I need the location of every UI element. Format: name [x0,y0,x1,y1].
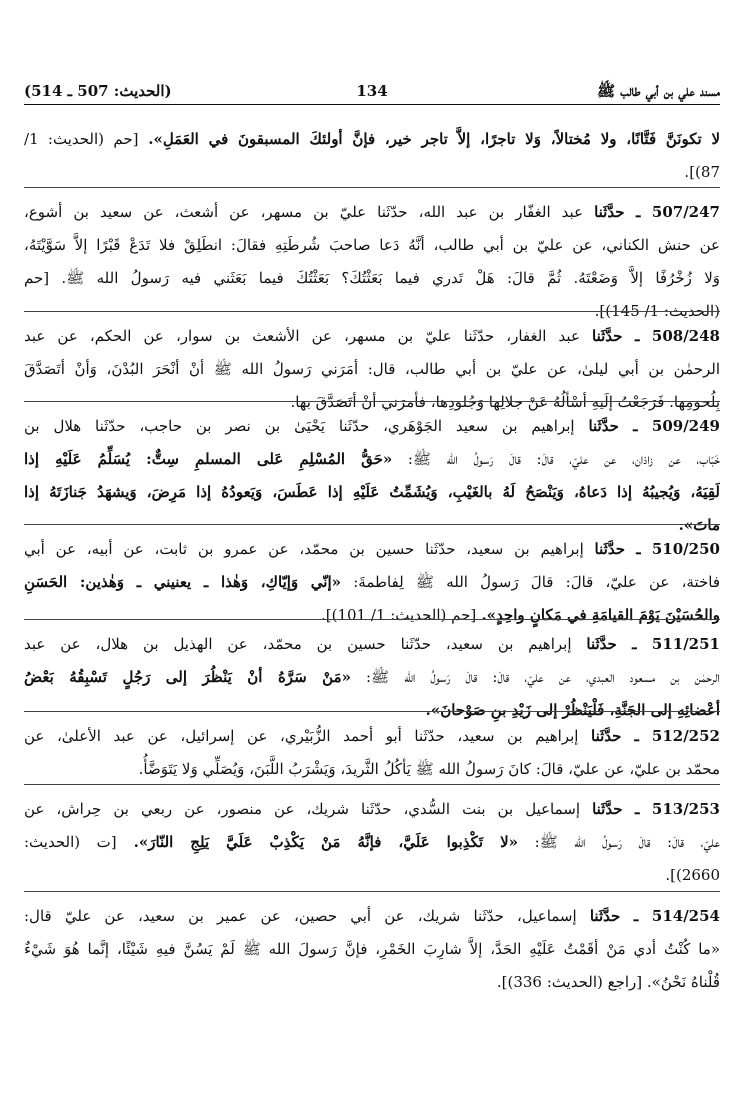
text-run: عبد الغفار، حدّثَنا عليّ بن مسهر، عن الأشعث بن سوار، عن الحكم، عن عبد [24,327,592,345]
entry-separator [24,524,720,525]
entry-separator [24,187,720,188]
entry-separator [24,711,720,712]
text-run: إسماعيل بن بنت السُّدي، حدّثَنا شريك، عن منصور، عن ربعي بن حِراش، عن [24,800,593,818]
bold-text: 514/254 ـ حدَّثَنا [589,907,720,925]
text-line [24,859,720,892]
bold-text: 507/247 ـ حدَّثَنا [594,203,720,221]
text-run: محمّد بن عليّ، عن عليّ، قالَ: كانَ رَسولُ الله ﷺ يَأكُلُ الثَّريدَ، وَيَشْرَبُ اللَّبَنَ، وَيُصَلِّي وَلا يَتَوَضَّأُ. [138,760,720,778]
hadith-511 [24,628,720,727]
text-run: الرحمٰن بن مسعود العبدي، عن عليّ، قالَ: قالَ رَسولُ الله ﷺ: [350,668,720,686]
text-run: الرحمٰن بن أبي ليلىٰ، عن عليّ بن أبي طالب، قال: أمَرَني رَسولُ الله ﷺ أنْ أنْحَرَ البُدْنَ، وَأنْ أتَصَدَّقَ [24,360,720,378]
text-line [24,262,720,295]
bold-text: 512/252 ـ حدَّثَنا [591,727,720,745]
entry-separator [24,401,720,402]
text-run: 2660)]. [665,866,720,884]
text-line [24,966,720,999]
text-line [24,443,720,476]
text-run: خَبّاب، عن زاذان، عن عليّ، قالَ: قالَ رَسولُ الله ﷺ: [392,450,720,468]
bold-text: «مَنْ سَرَّهُ أنْ يَنْظُرَ إلى رَجُلٍ تَسْبِقُهُ بَعْضُ [24,668,351,686]
hadith-510 [24,533,720,632]
text-run: عبد الغفّار بن عبد الله، حدّثَنا عليّ بن مسهر، عن أشعث، عن سعيد بن أشوع، [24,203,595,221]
text-run: «ما كُنْتُ أدي مَنْ أقَمْتُ عَلَيْهِ الحَدَّ، إلاَّ شارِبَ الخَمْرِ، فإنَّ رَسولَ الله ﷺ لَمْ يَسُنَّ فيهِ شَيْئًا، إنَّما هُوَ شَيْءٌ [24,940,720,958]
text-run: قُلْناهُ نَحْنُ». [راجع (الحديث: 336)]. [496,973,720,991]
hadith-514 [24,900,720,999]
text-run: وَلا زُخْرُفًا إلاَّ وَضَعْتَهُ. ثُمَّ قالَ: هَلْ تَدري فيما بَعَثْتُكَ؟ بَعَثْتُكَ فيما بَعَثَني فيه رَسولُ الله ﷺ. [حم [24,269,720,287]
bold-text: 513/253 ـ حدَّثَنا [592,800,720,818]
text-run: [ت (الحديث: [24,833,117,851]
text-line [24,793,720,826]
bold-text: «إنّي وَإيّاكِ، وَهٰذا ـ يعنيني ـ وَهٰذين: الحَسَنِ [24,573,342,591]
text-line [24,826,720,859]
text-line [24,753,720,786]
text-line [24,720,720,753]
text-line [24,900,720,933]
text-line [24,156,720,189]
text-run: إبراهيم بن سعيد الجَوْهَري، حدّثَنا يَحْيَىٰ بن نصر بن حاجب، حدّثَنا هلال بن [24,417,589,435]
running-title: مسند علي بن أبي طالب ﷺ [596,82,720,100]
text-run: 87)]. [684,163,720,181]
text-line [24,628,720,661]
text-run: عليّ، قالَ: قالَ رَسولُ الله ﷺ: [518,833,720,851]
text-run: إبراهيم بن سعيد، حدّثَنا حسين بن محمّد، عن الهذيل بن هلال، عن عبد [24,635,587,653]
bold-text: «لا تَكْذِبوا عَلَيَّ، فإنَّهُ مَنْ يَكْذِبْ عَلَيَّ يَلِجِ النّارَ». [116,833,519,851]
text-line [24,353,720,386]
page-number: 134 [356,82,388,100]
text-line [24,533,720,566]
book-page [24,74,720,1094]
hadith-513 [24,793,720,892]
bold-text: والحُسَيْنَ يَوْمَ القيامَةِ في مَكانٍ واحِدٍ». [476,606,720,624]
text-run: إبراهيم بن سعيد، حدّثَنا أبو أحمد الزُّبَيْري، عن إسرائيل، عن عبد الأعلىٰ، عن [24,727,591,745]
hadith-507 [24,196,720,328]
text-line [24,566,720,599]
text-line [24,196,720,229]
hadith-range: (الحديث: 507 ـ 514) [24,82,172,100]
entry-separator [24,619,720,620]
text-run: إبراهيم بن سعيد، حدّثَنا حسين بن محمّد، عن عمرو بن ثابت، عن أبيه، عن أبي [24,540,595,558]
bold-text: ماتَ». [678,516,720,534]
entry-separator [24,784,720,785]
text-run: [حم (الحديث: 1/ 101)]. [320,606,477,624]
text-line [24,661,720,694]
entry-separator [24,311,720,312]
text-run: [حم (الحديث: 1/ [24,130,139,148]
text-line [24,320,720,353]
text-line [24,123,720,156]
text-run: عن حنش الكناني، عن عليّ بن أبي طالب، أنَّهُ دَعا صاحبَ شُرطَتِهِ فقالَ: انطَلِقْ فلا تَدَعْ قَبْرًا إلاَّ سَوَّيْتَهُ، [24,236,720,254]
hadith-512 [24,720,720,786]
text-run: (الحديث: 1/ 145)]. [594,302,720,320]
page-header [24,74,720,105]
text-line [24,476,720,509]
text-run: فاختة، عن عليّ، قالَ: قالَ رَسولُ الله ﷺ لِفاطمةَ: [341,573,720,591]
text-line [24,933,720,966]
hadith-509 [24,410,720,542]
bold-text: لا تكونَنَّ فَتَّانًا، ولا مُختالاً، وَلا تاجرًا، إلاَّ تاجر خير، فإنَّ أولئكَ المسبقونَ في العَمَلِ». [138,130,720,148]
bold-text: لَقِيَهُ، وَيُجيبُهُ إذا دَعاهُ، وَيَنْصَحُ لَهُ بالغَيْبِ، وَيُشَمِّتُ عَلَيْهِ إذا عَطَسَ، وَيَعودُهُ إذا مَرِضَ، وَيشهَدُ جَنازَتَهُ إذا [24,483,720,501]
text-line [24,229,720,262]
hadith-continuation [24,123,720,189]
bold-text: 508/248 ـ حدَّثَنا [592,327,720,345]
bold-text: أعْضائِهِ إلى الجَنَّةِ، فَلْيَنْظُرْ إلى زَيْدِ بنِ صَوْحانَ». [425,701,720,719]
bold-text: «حَقُّ المُسْلِمِ عَلى المسلمِ سِتٌّ: يُسَلِّمُ عَلَيْهِ إذا [24,450,393,468]
hadith-508 [24,320,720,419]
entry-separator [24,891,720,892]
bold-text: 511/251 ـ حدَّثَنا [586,635,720,653]
text-run: بِلُحومِها. فَرَجَعْتُ إلَيهِ أسْألُهُ عَنْ جلالِها وَجُلودِها، فأمرَني أنْ أتَصَدَّقَ بها. [290,393,720,411]
bold-text: 509/249 ـ حدَّثَنا [588,417,720,435]
text-line [24,410,720,443]
text-run: إسماعيل، حدّثَنا شريك، عن أبي حصين، عن عمير بن سعيد، عن عليّ قال: [24,907,590,925]
bold-text: 510/250 ـ حدَّثَنا [594,540,720,558]
